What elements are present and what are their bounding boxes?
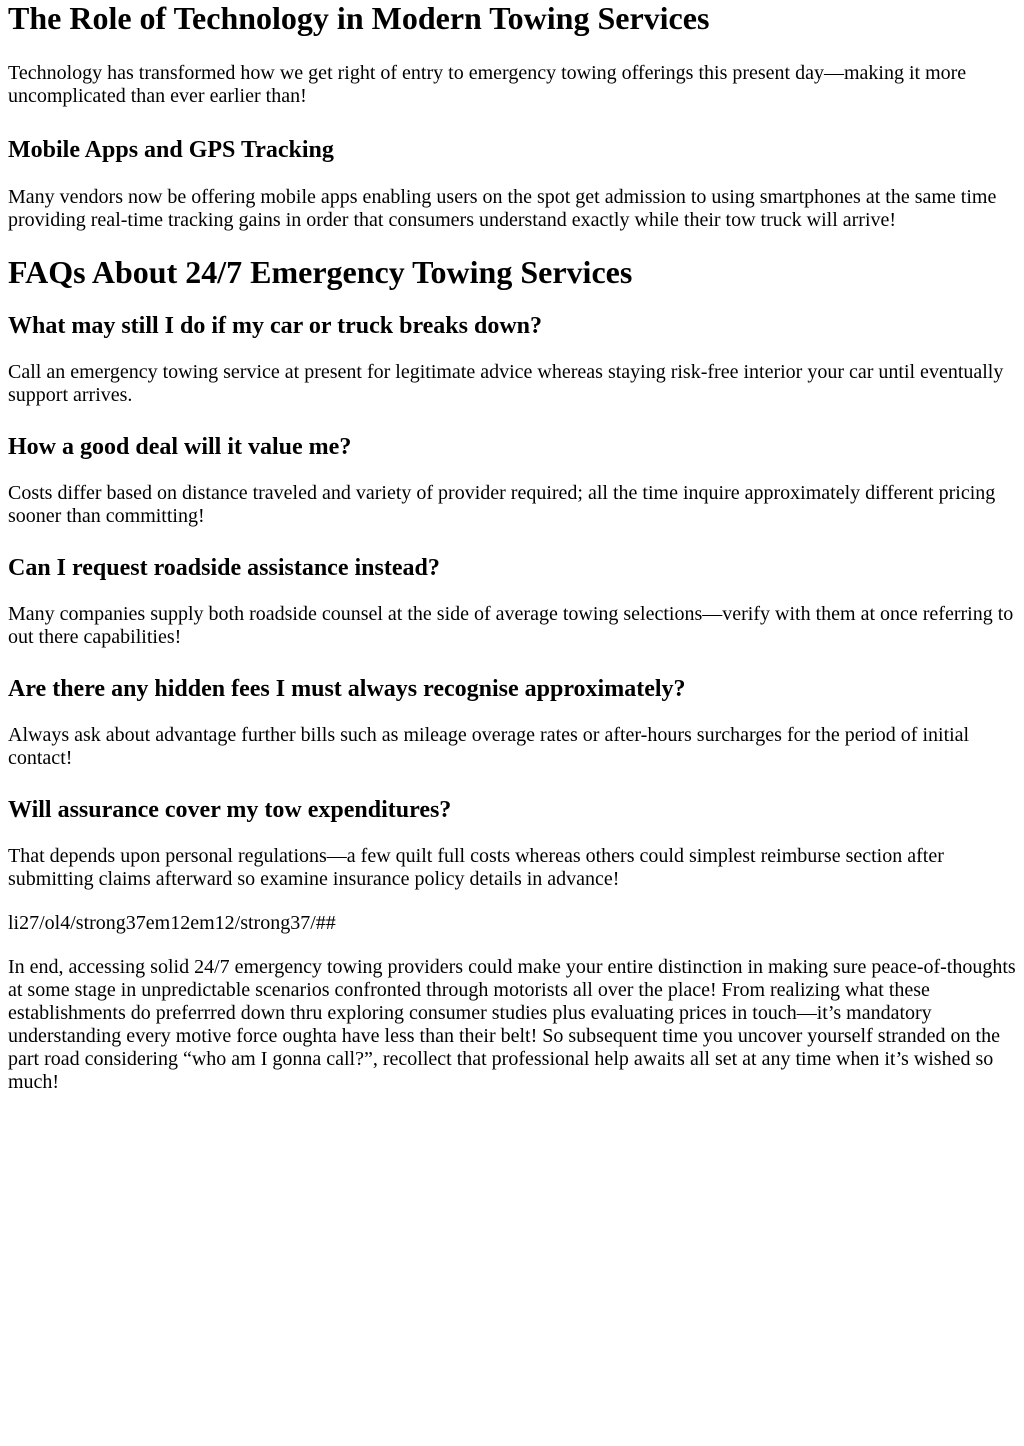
faq-answer: Always ask about advantage further bills such as mileage overage rates or after-hours surcharges for the period of initial contact! [8, 724, 970, 769]
faq-answer: That depends upon personal regulations—a few quilt full costs whereas others could simplest reimburse section after submitting claims afterward so examine insurance policy details in advance! [8, 845, 944, 890]
faq-question: How a good deal will it value me? [8, 434, 352, 460]
tech-intro-paragraph: Technology has transformed how we get right of entry to emergency towing offerings this present day—making it more uncomplicated than ever earlier than! [8, 62, 967, 107]
faq-answer: Costs differ based on distance traveled and variety of provider required; all the time inquire approximately different pricing sooner than committing! [8, 482, 996, 527]
faq-answer: Call an emergency towing service at present for legitimate advice whereas staying risk-free interior your car until eventually support arrives. [8, 361, 1004, 406]
faq-question: Can I request roadside assistance instead? [8, 555, 440, 581]
tech-section-title: The Role of Technology in Modern Towing Services [8, 0, 710, 36]
faq-answer: Many companies supply both roadside counsel at the side of average towing selections—verify with them at once referring to out there capabilities! [8, 603, 1014, 648]
stray-markup-text: li27/ol4/strong37em12em12/strong37/## [8, 912, 336, 934]
conclusion-paragraph: In end, accessing solid 24/7 emergency towing providers could make your entire distinction in making sure peace-of-thoughts at some stage in unpredictable scenarios confronted through motorists all over the place! From realizing what these establishments do preferrred down thru exploring consumer studies plus evaluating prices in touch—it’s mandatory understanding every motive force oughta have less than their belt! So subsequent time you uncover yourself stranded on the part road considering “who am I gonna call?”, recollect that professional help awaits all set at any time when it’s wished so much! [8, 956, 1016, 1093]
faqs-title: FAQs About 24/7 Emergency Towing Services [8, 254, 633, 290]
faq-question: Are there any hidden fees I must always recognise approximately? [8, 676, 686, 702]
faq-question: What may still I do if my car or truck breaks down? [8, 313, 543, 339]
mobile-apps-heading: Mobile Apps and GPS Tracking [8, 137, 334, 163]
mobile-apps-paragraph: Many vendors now be offering mobile apps enabling users on the spot get admission to using smartphones at the same time providing real-time tracking gains in order that consumers understand exactly while their tow truck will arrive! [8, 186, 997, 231]
faq-question: Will assurance cover my tow expenditures? [8, 797, 452, 823]
